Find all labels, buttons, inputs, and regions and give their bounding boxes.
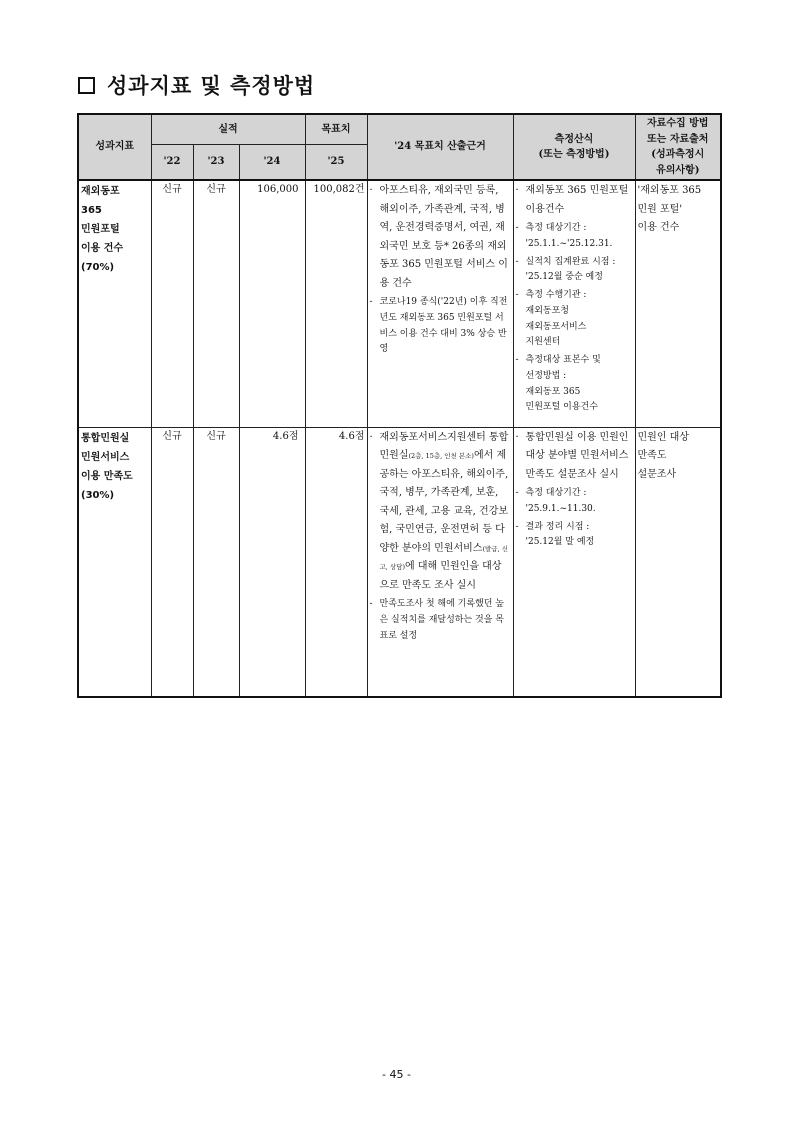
method-cell: · 통합민원실 이용 민원인 대상 분야별 민원서비스 만족도 설문조사 실시 - 측정 대상기간 : '25.9.1.~11.30. - 결과 정리 시점 : '25.12월 말 예정	[513, 427, 635, 697]
target-cell: 4.6점	[305, 427, 367, 697]
basis-sub-text: 만족도조사 첫 해에 기록했던 높은 실적치를 재달성하는 것을 목표로 설정	[379, 599, 504, 641]
basis-main-text: 아포스티유, 재외국민 등록, 해외이주, 가족관계, 국적, 병역, 운전경력증명서, 여권, 재외국민 보호 등* 26종의 재외동포 365 민원포털 서비스 이용 건수	[379, 185, 508, 289]
header-target: 목표치	[305, 114, 367, 144]
target-cell: 100,082건	[305, 180, 367, 427]
performance-indicator-table	[77, 113, 722, 698]
section-title: 성과지표 및 측정방법	[107, 73, 316, 98]
header-year-24: '24	[239, 144, 305, 180]
method-main-text: 재외동포 365 민원포털 이용건수	[525, 185, 629, 215]
basis-main-text: 에서 제공하는 아포스티유, 해외이주, 국적, 병무, 가족관계, 보훈, 국세, 관세, 고용 교육, 건강보험, 국민연금, 운전면허 등 다양한 분야의 민원서비스	[379, 450, 509, 554]
basis-main-note: (발급, 신고, 상담)	[379, 544, 508, 571]
actual-22-cell: 신규	[151, 427, 193, 697]
header-year-22: '22	[151, 144, 193, 180]
actual-24-cell: 106,000	[239, 180, 305, 427]
method-sub-text: 실적치 집계완료 시점 : '25.12월 중순 예정	[525, 256, 616, 283]
header-year-23: '23	[193, 144, 239, 180]
checkbox-square-icon	[78, 77, 95, 94]
source-cell: '재외동포 365 민원 포털' 이용 건수	[635, 180, 721, 427]
method-sub-text: 측정 수행기관 : 재외동포청 재외동포서비스 지원센터	[525, 290, 587, 348]
header-source: 자료수집 방법 또는 자료출처 (성과측정시 유의사항)	[635, 114, 721, 180]
actual-22-cell: 신규	[151, 180, 193, 427]
method-cell: · 재외동포 365 민원포털 이용건수 - 측정 대상기간 : '25.1.1.~'25.12.31. - 실적치 집계완료 시점 : '25.12월 중순 예정 - 측정 수행기관 : 재외동포청 재외동포서비스 지원센터 - 측정대상 표본수 및 선정방법 : 재외동포 365 민원포털 이용건수	[513, 180, 635, 427]
actual-23-cell: 신규	[193, 427, 239, 697]
indicator-cell: 통합민원실 민원서비스 이용 만족도 (30%)	[78, 427, 151, 697]
actual-24-cell: 4.6점	[239, 427, 305, 697]
header-method: 측정산식 (또는 측정방법)	[513, 114, 635, 180]
basis-sub-text: 코로나19 종식('22년) 이후 직전년도 재외동포 365 민원포털 서비스 이용 건수 대비 3% 상승 반영	[379, 297, 508, 355]
header-indicator: 성과지표	[78, 114, 151, 180]
method-sub-text: 측정대상 표본수 및 선정방법 : 재외동포 365 민원포털 이용건수	[525, 355, 601, 413]
method-sub-text: 결과 정리 시점 : '25.12월 말 예정	[525, 521, 595, 548]
header-actual: 실적	[151, 114, 305, 144]
source-cell: 민원인 대상 만족도 설문조사	[635, 427, 721, 697]
basis-main-note: (2층, 15층, 인천 본소)	[408, 452, 474, 460]
basis-main-text: 재외동포서비스지원센터 통합민원실	[379, 431, 509, 461]
table-row	[78, 427, 721, 697]
page-number: - 45 -	[382, 1068, 411, 1081]
header-target-year: '25	[305, 144, 367, 180]
table-row	[78, 180, 721, 427]
indicator-cell: 재외동포 365 민원포털 이용 건수 (70%)	[78, 180, 151, 427]
section-heading	[78, 70, 315, 100]
method-sub-text: 측정 대상기간 : '25.9.1.~11.30.	[525, 488, 596, 514]
method-sub-text: 측정 대상기간 : '25.1.1.~'25.12.31.	[525, 223, 613, 249]
actual-23-cell: 신규	[193, 180, 239, 427]
basis-cell: · 재외동포서비스지원센터 통합민원실(2층, 15층, 인천 본소)에서 제공하는 아포스티유, 해외이주, 국적, 병무, 가족관계, 보훈, 국세, 관세, 고용 교육, 건강보험, 국민연금, 운전면허 등 다양한 분야의 민원서비스(발급, 신고, 상담)에 대해 민원인을 대상으로 만족도 조사 실시 - 만족도조사 첫 해에 기록했던 높은 실적치를 재달성하는 것을 목표로 설정	[367, 427, 513, 697]
basis-main-text: 에 대해 민원인을 대상으로 만족도 조사 실시	[379, 561, 502, 591]
header-basis: '24 목표치 산출근거	[367, 114, 513, 180]
basis-cell: · 아포스티유, 재외국민 등록, 해외이주, 가족관계, 국적, 병역, 운전경력증명서, 여권, 재외국민 보호 등* 26종의 재외동포 365 민원포털 서비스 이용 건수 - 코로나19 종식('22년) 이후 직전년도 재외동포 365 민원포털 서비스 이용 건수 대비 3% 상승 반영	[367, 180, 513, 427]
method-main-text: 통합민원실 이용 민원인 대상 분야별 민원서비스 만족도 설문조사 실시	[525, 431, 629, 480]
